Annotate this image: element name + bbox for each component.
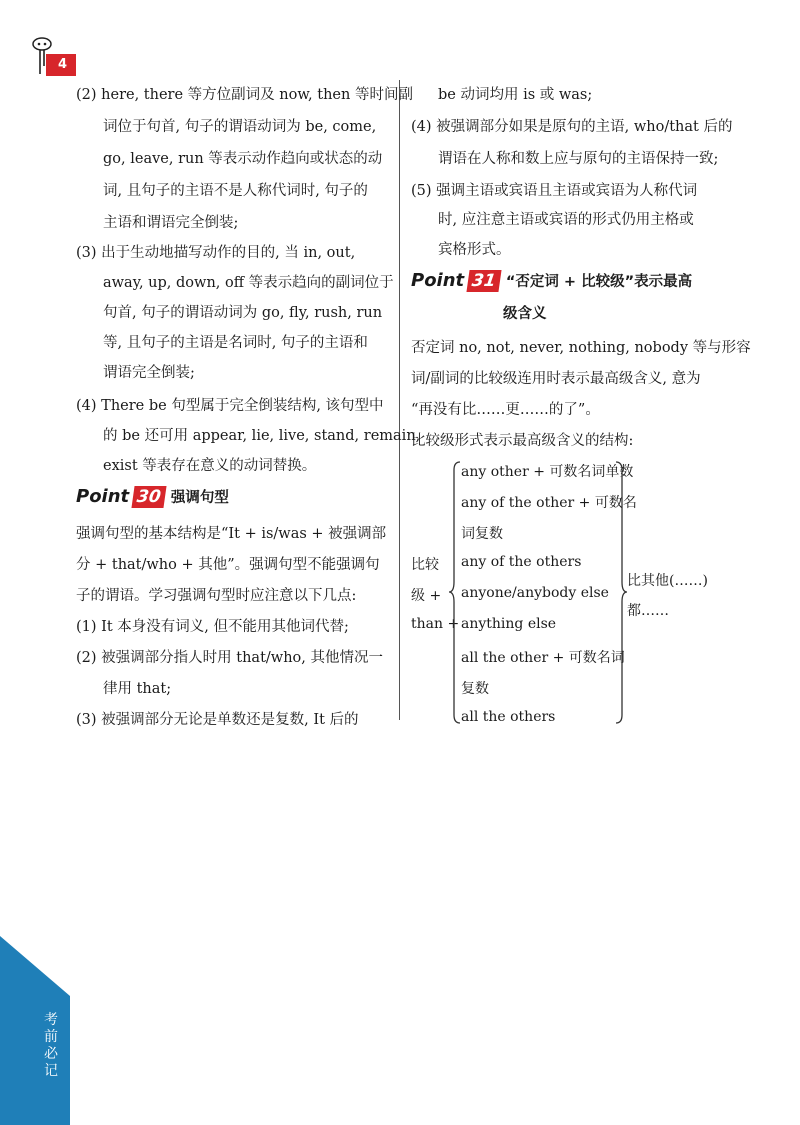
text-line: (4) 被强调部分如果是原句的主语, who/that 后的: [411, 119, 733, 135]
text-line: 词/副词的比较级连用时表示最高级含义, 意为: [411, 371, 701, 387]
left-brace-icon: [448, 460, 462, 725]
right-brace-icon: [614, 460, 628, 725]
text-line: 主语和谓语完全倒装;: [103, 215, 239, 231]
text-line: 时, 应注意主语或宾语的形式仍用主格或: [438, 212, 694, 228]
text-line: be 动词均用 is 或 was;: [438, 87, 593, 103]
point-title-continued: 级含义: [503, 306, 547, 322]
structure-option: all the other + 可数名词: [461, 650, 625, 666]
column-divider: [399, 80, 400, 720]
point-word: Point: [411, 270, 465, 291]
text-line: 强调句型的基本结构是“It + is/was + 被强调部: [76, 526, 387, 542]
text-line: 句首, 句子的谓语动词为 go, fly, rush, run: [103, 305, 383, 321]
text-line: 子的谓语。学习强调句型时应注意以下几点:: [76, 588, 357, 604]
structure-option: any other + 可数名词单数: [461, 464, 634, 480]
point-title: “否定词 + 比较级”表示最高: [505, 274, 693, 290]
point-word: Point: [76, 486, 130, 507]
text-line: 谓语完全倒装;: [103, 365, 195, 381]
structure-option: 复数: [461, 681, 489, 697]
text-line: 词位于句首, 句子的谓语动词为 be, come,: [103, 119, 377, 135]
point-31-heading: [411, 270, 692, 292]
structure-option: 词复数: [461, 526, 503, 542]
text-line: 律用 that;: [103, 681, 172, 697]
structure-right-label: 都……: [627, 603, 669, 619]
text-line: (3) 被强调部分无论是单数还是复数, It 后的: [76, 712, 359, 728]
text-line: 否定词 no, not, never, nothing, nobody 等与形容: [411, 340, 751, 356]
text-line: exist 等表存在意义的动词替换。: [103, 458, 317, 474]
text-line: 比较级形式表示最高级含义的结构:: [411, 433, 634, 449]
structure-right-label: 比其他(……): [627, 573, 708, 589]
point-number-badge: 31: [467, 270, 502, 292]
text-line: (3) 出于生动地描写动作的目的, 当 in, out,: [76, 245, 356, 261]
structure-option: anyone/anybody else: [461, 585, 609, 601]
text-line: away, up, down, off 等表示趋向的副词位于: [103, 275, 394, 291]
text-line: go, leave, run 等表示动作趋向或状态的动: [103, 151, 383, 167]
text-line: (2) 被强调部分指人时用 that/who, 其他情况一: [76, 650, 383, 666]
page-number: 4: [46, 54, 76, 76]
text-line: 宾格形式。: [438, 242, 511, 258]
side-label: 考前必记: [44, 1012, 58, 1079]
text-line: (4) There be 句型属于完全倒装结构, 该句型中: [76, 398, 384, 414]
point-30-heading: [76, 486, 229, 508]
text-line: (5) 强调主语或宾语且主语或宾语为人称代词: [411, 183, 698, 199]
point-title: 强调句型: [170, 490, 229, 506]
text-line: 等, 且句子的主语是名词时, 句子的主语和: [103, 335, 368, 351]
text-line: 词, 且句子的主语不是人称代词时, 句子的: [103, 183, 368, 199]
structure-left-label: 级 +: [411, 588, 442, 604]
structure-option: anything else: [461, 616, 557, 632]
text-line: “再没有比……更……的了”。: [411, 402, 600, 418]
point-number-badge: 30: [132, 486, 167, 508]
structure-option: all the others: [461, 709, 556, 725]
text-line: 分 + that/who + 其他”。强调句型不能强调句: [76, 557, 380, 573]
text-line: (2) here, there 等方位副词及 now, then 等时间副: [76, 87, 413, 103]
text-line: (1) It 本身没有词义, 但不能用其他词代替;: [76, 619, 349, 635]
text-line: 谓语在人称和数上应与原句的主语保持一致;: [438, 151, 719, 167]
structure-left-label: than +: [411, 616, 460, 632]
text-line: 的 be 还可用 appear, lie, live, stand, remain,: [103, 428, 421, 444]
structure-left-label: 比较: [411, 557, 439, 573]
structure-option: any of the other + 可数名: [461, 495, 637, 511]
structure-option: any of the others: [461, 554, 582, 570]
